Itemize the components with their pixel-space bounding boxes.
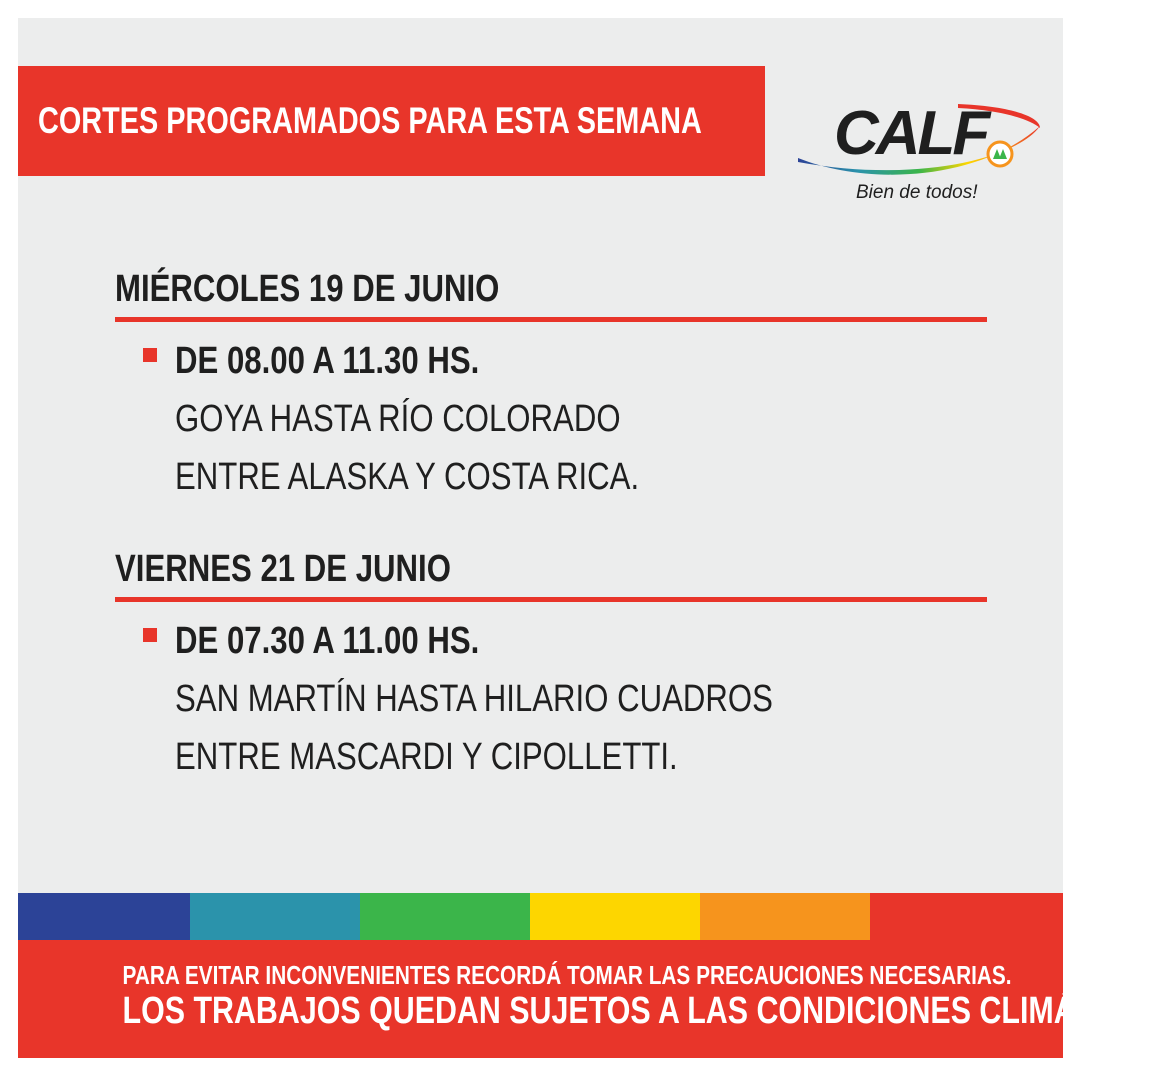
stripe-segment — [870, 893, 1063, 940]
footer-banner — [18, 940, 1175, 1058]
bullet-icon — [143, 348, 157, 362]
day-title: MIÉRCOLES 19 DE JUNIO — [115, 268, 500, 310]
day-section-1 — [115, 268, 987, 506]
outage-entry — [115, 332, 987, 506]
stripe-segment — [190, 893, 360, 940]
bullet-icon — [143, 628, 157, 642]
day-divider — [115, 317, 987, 322]
stripe-segment — [360, 893, 530, 940]
logo-tagline: Bien de todos! — [856, 182, 978, 203]
day-divider — [115, 597, 987, 602]
outage-entry — [115, 612, 987, 786]
day-section-2 — [115, 548, 987, 786]
outage-time: DE 07.30 A 11.00 HS. — [175, 620, 480, 662]
footer-disclaimer: LOS TRABAJOS QUEDAN SUJETOS A LAS CONDICIONES CLIMÁTICAS. — [122, 990, 1175, 1032]
rainbow-stripe — [18, 893, 1063, 940]
outage-time: DE 08.00 A 11.30 HS. — [175, 340, 480, 382]
calf-logo — [778, 96, 1048, 216]
footer-notice: PARA EVITAR INCONVENIENTES RECORDÁ TOMAR LAS PRECAUCIONES NECESARIAS. — [122, 960, 1012, 990]
announcement-card — [18, 18, 1175, 1058]
outage-area-line-1: GOYA HASTA RÍO COLORADO — [175, 398, 621, 440]
outage-area-line-2: ENTRE ALASKA Y COSTA RICA. — [175, 456, 640, 498]
stripe-segment — [530, 893, 700, 940]
day-title: VIERNES 21 DE JUNIO — [115, 548, 451, 590]
page-title: CORTES PROGRAMADOS PARA ESTA SEMANA — [38, 100, 702, 141]
logo-wordmark: CALF — [834, 99, 988, 168]
outage-area-line-2: ENTRE MASCARDI Y CIPOLLETTI. — [175, 736, 678, 778]
stripe-segment — [18, 893, 190, 940]
stripe-segment — [700, 893, 870, 940]
outage-area-line-1: SAN MARTÍN HASTA HILARIO CUADROS — [175, 678, 773, 720]
header-banner — [18, 66, 765, 176]
